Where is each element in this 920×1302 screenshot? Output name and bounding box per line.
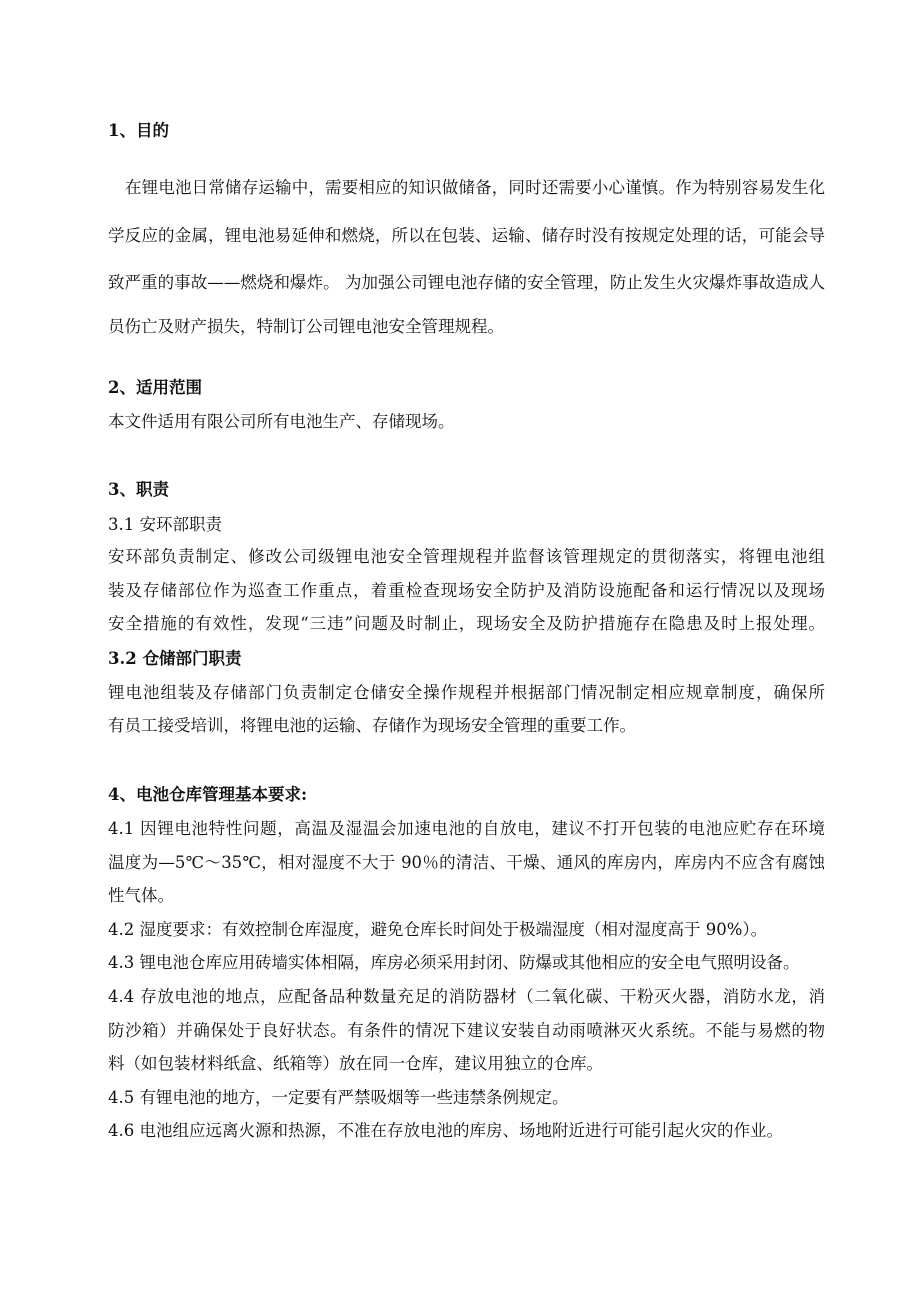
item-4-1-line-1: 4.1 因锂电池特性问题，高温及湿温会加速电池的自放电，建议不打开包装的电池应贮存在环境 — [108, 819, 825, 838]
item-4-4-line-1: 4.4 存放电池的地点，应配备品种数量充足的消防器材（二氧化碳、干粉灭火器，消防水龙，消 — [108, 987, 825, 1006]
item-4-4-line-2: 防沙箱）并确保处于良好状态。有条件的情况下建议安装自动雨喷淋灭火系统。不能与易燃的物 — [108, 1021, 825, 1040]
section-1-paragraph-line-2: 学反应的金属，锂电池易延伸和燃烧，所以在包装、运输、储存时没有按规定处理的话，可能会导 — [108, 226, 825, 245]
section-3-heading: 3、职责 — [108, 480, 169, 499]
subsection-3-2-line-2: 有员工接受培训，将锂电池的运输、存储作为现场安全管理的重要工作。 — [108, 716, 636, 735]
item-4-4-line-3: 料（如包装材料纸盒、纸箱等）放在同一仓库，建议用独立的仓库。 — [108, 1054, 603, 1073]
item-4-5: 4.5 有锂电池的地方，一定要有严禁吸烟等一些违禁条例规定。 — [108, 1088, 569, 1107]
subsection-3-1-title: 3.1 安环部职责 — [108, 515, 222, 534]
item-4-1-line-3: 性气体。 — [108, 886, 174, 905]
section-1-heading: 1、目的 — [108, 121, 169, 140]
item-4-3: 4.3 锂电池仓库应用砖墙实体相隔，库房必须采用封闭、防爆或其他相应的安全电气照明设备。 — [108, 953, 800, 972]
section-1-paragraph-line-3: 致严重的事故——燃烧和爆炸。 为加强公司锂电池存储的安全管理，防止发生火灾爆炸事故造成人 — [108, 273, 825, 292]
section-2-paragraph: 本文件适用有限公司所有电池生产、存储现场。 — [108, 412, 455, 431]
section-4-heading: 4、电池仓库管理基本要求: — [108, 785, 308, 804]
item-4-6: 4.6 电池组应远离火源和热源，不准在存放电池的库房、场地附近进行可能引起火灾的作业。 — [108, 1121, 783, 1140]
section-1-paragraph-line-4: 员伤亡及财产损失，特制订公司锂电池安全管理规程。 — [108, 317, 504, 336]
subsection-3-2-title: 3.2 仓储部门职责 — [108, 649, 242, 668]
section-1-paragraph-line-1: 在锂电池日常储存运输中，需要相应的知识做储备，同时还需要小心谨慎。作为特别容易发生化 — [125, 178, 825, 197]
subsection-3-1-line-3: 安全措施的有效性，发现“三违”问题及时制止，现场安全及防护措施存在隐患及时上报处理。 — [108, 614, 825, 633]
item-4-1-line-2: 温度为—5℃～35℃，相对湿度不大于 90％的清洁、干燥、通风的库房内，库房内不应含有腐蚀 — [108, 853, 825, 872]
subsection-3-1-line-2: 装及存储部位作为巡查工作重点，着重检查现场安全防护及消防设施配备和运行情况以及现场 — [108, 581, 825, 600]
item-4-2: 4.2 湿度要求：有效控制仓库湿度，避免仓库长时间处于极端湿度（相对湿度高于 90%）。 — [108, 920, 768, 939]
subsection-3-2-line-1: 锂电池组装及存储部门负责制定仓储安全操作规程并根据部门情况制定相应规章制度，确保所 — [108, 683, 825, 702]
section-2-heading: 2、适用范围 — [108, 378, 202, 397]
subsection-3-1-line-1: 安环部负责制定、修改公司级锂电池安全管理规程并监督该管理规定的贯彻落实，将锂电池组 — [108, 547, 825, 566]
